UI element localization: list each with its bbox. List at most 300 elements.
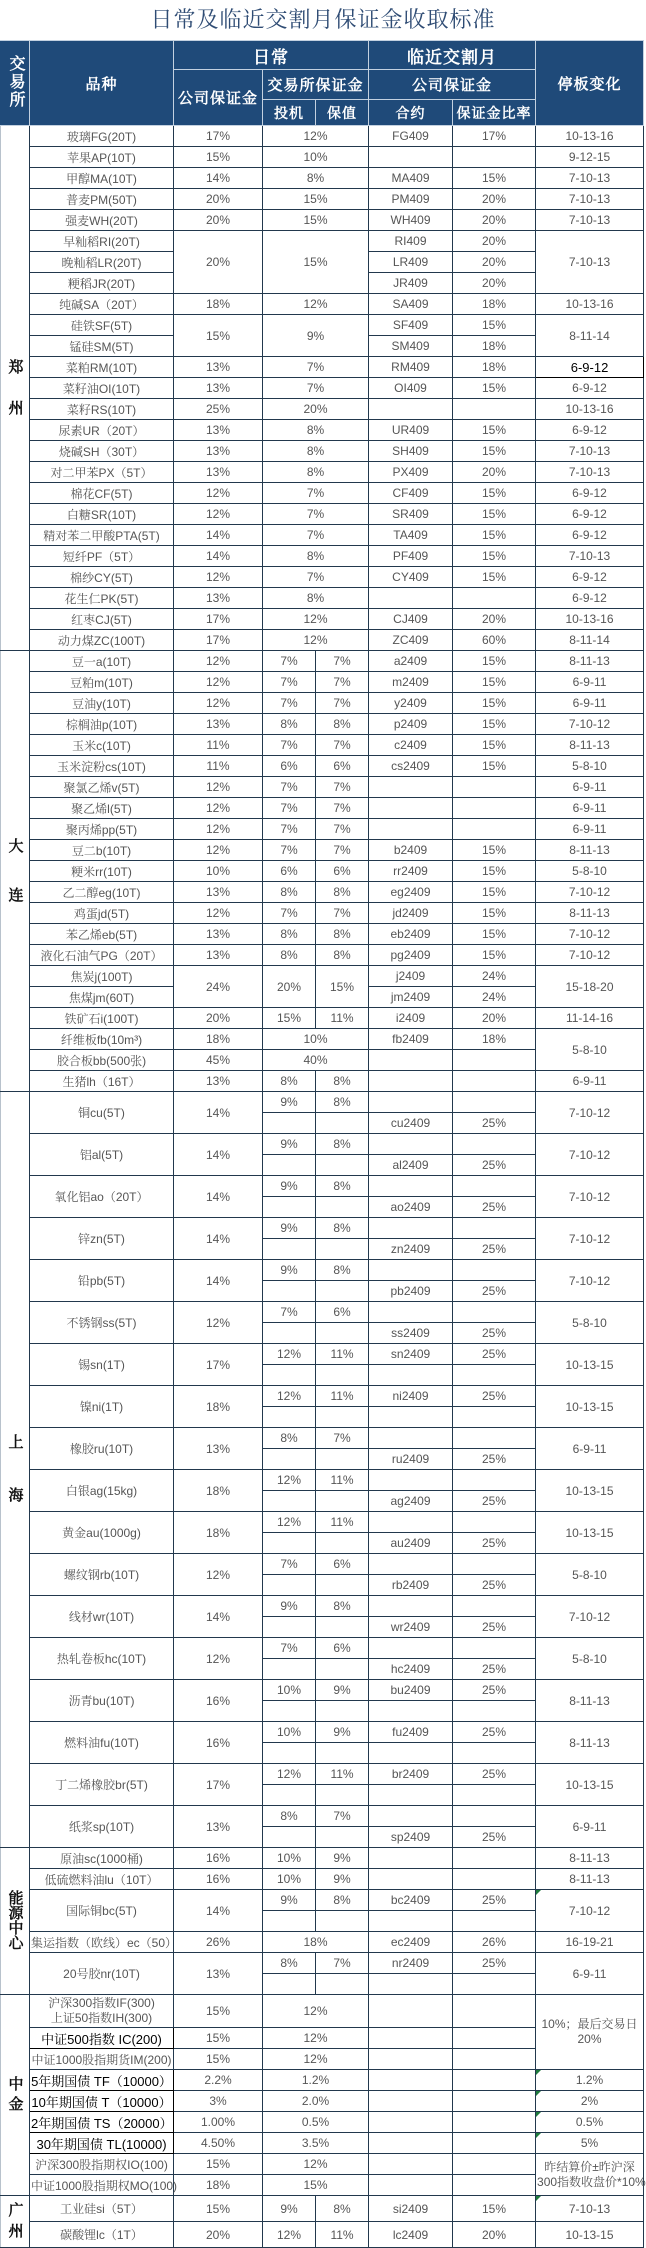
table-row: [1, 441, 644, 462]
contract-code-cell: [369, 1491, 453, 1512]
limit-change: 7-10-13: [568, 549, 611, 563]
hedge-margin-cell: [316, 1638, 369, 1659]
contract-code-cell: [369, 1323, 453, 1344]
variety-name-cell: [30, 1092, 174, 1134]
company-margin-cell: [174, 1470, 263, 1512]
speculative-margin-cell: [263, 819, 316, 840]
speculative-margin: 9%: [280, 1095, 298, 1109]
variety-name-cell: [30, 273, 174, 294]
hedge-margin-cell: [316, 1113, 369, 1134]
company-margin-cell: [174, 924, 263, 945]
variety-name-cell: [30, 462, 174, 483]
near-delivery-margin-ratio: 15%: [482, 675, 507, 689]
variety-name: 工业硅si（5T）: [60, 2202, 143, 2216]
limit-change-cell: [536, 168, 644, 189]
speculative-margin-cell: [263, 945, 316, 966]
near-delivery-margin-ratio: 25%: [482, 1452, 507, 1466]
variety-name-cell: [30, 903, 174, 924]
company-margin: 18%: [205, 1483, 231, 1498]
company-margin: 18%: [205, 297, 231, 311]
speculative-margin: 12%: [276, 1473, 302, 1487]
variety-name-cell: [30, 1218, 174, 1260]
contract-code-cell: [369, 1008, 453, 1029]
table-row: [1, 189, 644, 210]
variety-name-cell: [30, 399, 174, 420]
hedge-margin-cell: [316, 1827, 369, 1848]
company-margin: 15%: [205, 2157, 231, 2171]
limit-change-cell: [536, 1806, 644, 1848]
table-row: [1, 1092, 644, 1113]
near-delivery-margin-ratio: 15%: [482, 2201, 507, 2216]
limit-change: 6-9-12: [572, 570, 607, 584]
speculative-margin-cell: [263, 1239, 316, 1260]
table-row: [1, 2196, 644, 2222]
limit-change-cell: [536, 2133, 644, 2154]
near-delivery-margin-ratio-cell: [453, 1176, 536, 1197]
near-delivery-margin-ratio-cell: [453, 399, 536, 420]
company-margin: 12%: [205, 486, 231, 500]
limit-change: 5-8-10: [572, 1567, 607, 1582]
speculative-margin: 8%: [280, 1809, 298, 1823]
near-delivery-margin-ratio: 15%: [482, 486, 507, 500]
near-delivery-margin-ratio-cell: [453, 1260, 536, 1281]
header-near-company-margin: 公司保证金: [369, 70, 536, 100]
exchange-margin: 7%: [306, 360, 325, 374]
near-delivery-margin-ratio-cell: [453, 2028, 536, 2049]
speculative-margin-cell: [263, 1197, 316, 1218]
speculative-margin-cell: [263, 1344, 316, 1365]
company-margin-cell: [174, 567, 263, 588]
exchange-label-cell: [1, 1848, 30, 1995]
exchange-margin: 15%: [303, 213, 328, 227]
variety-name-cell: [30, 987, 174, 1008]
contract-code-cell: [369, 2112, 453, 2133]
table-row: [1, 1344, 644, 1365]
contract-code-cell: [369, 798, 453, 819]
variety-name-cell: [30, 756, 174, 777]
contract-code-cell: [369, 1050, 453, 1071]
company-margin-cell: [174, 147, 263, 168]
company-margin-cell: [174, 378, 263, 399]
near-delivery-margin-ratio-cell: [453, 1743, 536, 1764]
hedge-margin-cell: [316, 1617, 369, 1638]
hedge-margin-cell: [316, 1134, 369, 1155]
exchange-margin: 7%: [306, 507, 325, 521]
contract-code: ao2409: [390, 1200, 431, 1214]
exchange-label: 郑州: [6, 358, 24, 441]
variety-name-cell: [30, 546, 174, 567]
company-margin-cell: [174, 819, 263, 840]
contract-code-cell: [369, 1533, 453, 1554]
limit-change: 5%: [580, 2136, 599, 2150]
exchange-margin-cell: [263, 588, 369, 609]
exchange-margin: 8%: [306, 549, 325, 563]
near-delivery-margin-ratio-cell: [453, 756, 536, 777]
table-row: [1, 798, 644, 819]
limit-change: 10-13-15: [565, 1357, 614, 1372]
exchange-margin-cell: [263, 231, 369, 294]
speculative-margin-cell: [263, 735, 316, 756]
company-margin-cell: [174, 777, 263, 798]
limit-change-cell: [536, 630, 644, 651]
limit-change: 10-13-15: [565, 1777, 614, 1792]
contract-code: au2409: [390, 1536, 431, 1550]
hedge-margin-cell: [316, 672, 369, 693]
variety-name: 胶合板bb(500张): [56, 1053, 147, 1068]
near-delivery-margin-ratio: 15%: [482, 738, 507, 752]
variety-name-cell: [30, 1260, 174, 1302]
limit-change: 7-10-12: [568, 1609, 611, 1624]
table-row: [1, 567, 644, 588]
exchange-margin-cell: [263, 2154, 369, 2175]
exchange-margin: 0.5%: [301, 2115, 330, 2129]
company-margin-cell: [174, 672, 263, 693]
header-daily: 日常: [174, 41, 369, 70]
table-row: [1, 378, 644, 399]
hedge-margin-cell: [316, 903, 369, 924]
variety-name-cell: [30, 1680, 174, 1722]
hedge-margin-cell: [316, 1470, 369, 1491]
exchange-margin: 12%: [303, 633, 328, 647]
exchange-margin-cell: [263, 420, 369, 441]
company-margin-cell: [174, 420, 263, 441]
limit-change-cell: [536, 567, 644, 588]
hedge-margin-cell: [316, 819, 369, 840]
near-delivery-margin-ratio-cell: [453, 609, 536, 630]
speculative-margin-cell: [263, 1659, 316, 1680]
company-margin: 14%: [205, 1609, 231, 1624]
variety-name: 丁二烯橡胶br(5T): [55, 1778, 148, 1792]
variety-name: 豆二b(10T): [71, 843, 132, 858]
contract-code-cell: [369, 567, 453, 588]
limit-change: 6-9-12: [572, 381, 607, 395]
variety-name-cell: [30, 630, 174, 651]
contract-code-cell: [369, 1428, 453, 1449]
company-margin: 15%: [205, 2004, 231, 2018]
company-margin-cell: [174, 1953, 263, 1995]
near-delivery-margin-ratio: 15%: [482, 171, 507, 185]
near-delivery-margin-ratio-cell: [453, 1785, 536, 1806]
near-delivery-margin-ratio-cell: [453, 1239, 536, 1260]
contract-code-cell: [369, 315, 453, 336]
contract-code: j2409: [395, 969, 426, 983]
exchange-margin: 20%: [303, 402, 328, 416]
exchange-label-cell: [1, 126, 30, 651]
contract-code-cell: [369, 693, 453, 714]
limit-change-cell: [536, 483, 644, 504]
contract-code-cell: [369, 1113, 453, 1134]
variety-name-cell: [30, 1890, 174, 1932]
contract-code-cell: [369, 756, 453, 777]
variety-name: 铅pb(5T): [77, 1274, 126, 1288]
near-delivery-margin-ratio-cell: [453, 567, 536, 588]
variety-name: 玉米淀粉cs(10T): [57, 759, 146, 774]
near-delivery-margin-ratio: 20%: [482, 612, 507, 626]
company-margin-cell: [174, 1554, 263, 1596]
company-margin-cell: [174, 1260, 263, 1302]
company-margin: 14%: [205, 549, 231, 563]
table-row: [1, 147, 644, 168]
hedge-margin-cell: [316, 1071, 369, 1092]
limit-change-cell: [536, 777, 644, 798]
near-delivery-margin-ratio-cell: [453, 714, 536, 735]
near-delivery-margin-ratio-cell: [453, 840, 536, 861]
limit-change-cell: [536, 672, 644, 693]
contract-code-cell: [369, 1701, 453, 1722]
variety-name: 镍ni(1T): [79, 1400, 124, 1414]
variety-name: 中证1000股指期权MO(100): [31, 2178, 178, 2193]
contract-code: m2409: [392, 675, 429, 689]
limit-change-cell: [536, 2154, 644, 2196]
variety-name: 强麦WH(20T): [65, 213, 138, 228]
variety-name: 中证500指数 IC(200): [41, 2031, 162, 2047]
contract-code: jd2409: [392, 906, 429, 920]
contract-code: wr2409: [390, 1620, 431, 1634]
speculative-margin: 8%: [280, 927, 298, 941]
contract-code: MA409: [391, 171, 430, 185]
contract-code-cell: [369, 1806, 453, 1827]
contract-code: p2409: [393, 717, 428, 731]
hedge-margin-cell: [316, 1512, 369, 1533]
near-delivery-margin-ratio-cell: [453, 1869, 536, 1890]
near-delivery-margin-ratio: 15%: [482, 654, 507, 668]
contract-code-cell: [369, 525, 453, 546]
variety-name: 锡sn(1T): [78, 1358, 125, 1372]
limit-change-cell: [536, 1092, 644, 1134]
near-delivery-margin-ratio-cell: [453, 630, 536, 651]
variety-name: 沪深300股指期权IO(100): [35, 2157, 168, 2172]
company-margin: 20%: [205, 2227, 231, 2242]
limit-change-cell: [536, 147, 644, 168]
table-row: [1, 966, 644, 987]
company-margin: 18%: [205, 1032, 231, 1046]
exchange-label-cell: [1, 1092, 30, 1848]
table-row: [1, 1554, 644, 1575]
limit-change-cell: [536, 1218, 644, 1260]
exchange-margin-cell: [263, 168, 369, 189]
hedge-margin: 6%: [333, 1641, 351, 1655]
variety-name-cell: [30, 1932, 178, 1953]
limit-change-cell: [536, 294, 644, 315]
speculative-margin: 8%: [280, 1956, 298, 1970]
hedge-margin: 8%: [333, 1599, 351, 1613]
company-margin-cell: [174, 357, 263, 378]
near-delivery-margin-ratio-cell: [453, 966, 536, 987]
near-delivery-margin-ratio: 25%: [482, 1494, 507, 1508]
near-delivery-margin-ratio-cell: [453, 1092, 536, 1113]
company-margin: 15%: [205, 328, 231, 343]
speculative-margin: 9%: [280, 1137, 298, 1151]
limit-change: 6-9-12: [572, 591, 607, 605]
contract-code-cell: [369, 1869, 453, 1890]
contract-code-cell: [369, 2028, 453, 2049]
company-margin: 17%: [205, 1777, 231, 1792]
speculative-margin-cell: [263, 861, 316, 882]
exchange-margin: 1.2%: [301, 2073, 330, 2087]
limit-change: 10-13-15: [565, 2227, 614, 2242]
variety-name: 精对苯二甲酸PTA(5T): [43, 528, 160, 543]
speculative-margin-cell: [263, 1722, 316, 1743]
near-delivery-margin-ratio-cell: [453, 1512, 536, 1533]
variety-name: 红枣CJ(5T): [71, 612, 132, 627]
variety-name: 纸浆sp(10T): [68, 1820, 135, 1834]
variety-name: 菜粕RM(10T): [65, 360, 138, 375]
contract-code-cell: [369, 1239, 453, 1260]
company-margin: 13%: [205, 444, 231, 458]
speculative-margin-cell: [263, 1953, 316, 1974]
contract-code: SM409: [391, 339, 430, 353]
hedge-margin: 8%: [333, 1263, 351, 1277]
hedge-margin: 6%: [333, 759, 351, 773]
contract-code-cell: [369, 231, 453, 252]
variety-name-cell: [30, 609, 174, 630]
exchange-label-cell: [1, 1995, 30, 2196]
table-row: [1, 1302, 644, 1323]
contract-code-cell: [369, 651, 453, 672]
limit-change-cell: [536, 231, 644, 294]
company-margin: 15%: [205, 2201, 231, 2216]
speculative-margin-cell: [263, 924, 316, 945]
table-row: [1, 756, 644, 777]
limit-change: 6-9-12: [572, 528, 607, 542]
table-row: [1, 210, 644, 231]
near-delivery-margin-ratio-cell: [453, 903, 536, 924]
hedge-margin: 7%: [333, 675, 351, 689]
variety-name: 铜cu(5T): [78, 1106, 125, 1120]
contract-code: bc2409: [390, 1893, 431, 1907]
company-margin: 45%: [205, 1053, 231, 1067]
near-delivery-margin-ratio-cell: [453, 504, 536, 525]
near-delivery-margin-ratio-cell: [453, 462, 536, 483]
contract-code: jm2409: [390, 990, 431, 1004]
company-margin: 14%: [205, 1903, 231, 1918]
variety-name-cell: [30, 231, 174, 252]
header-speculative: 投机: [263, 100, 316, 126]
limit-change: 10-13-16: [565, 297, 614, 311]
near-delivery-margin-ratio: 20%: [482, 213, 507, 227]
hedge-margin-cell: [316, 1302, 369, 1323]
contract-code-cell: [369, 1617, 453, 1638]
speculative-margin: 8%: [280, 1431, 298, 1445]
near-delivery-margin-ratio: 20%: [482, 2227, 507, 2242]
hedge-margin: 11%: [330, 1011, 354, 1025]
table-row: [1, 1638, 644, 1659]
speculative-margin-cell: [263, 1155, 316, 1176]
comment-indicator-icon: [536, 1890, 541, 1895]
exchange-margin-cell: [263, 357, 369, 378]
variety-name-cell: [30, 588, 174, 609]
company-margin-cell: [174, 1218, 263, 1260]
speculative-margin-cell: [263, 1113, 316, 1134]
speculative-margin: 12%: [276, 1347, 302, 1361]
speculative-margin: 7%: [280, 906, 298, 920]
near-delivery-margin-ratio: 15%: [482, 717, 507, 731]
table-row: [1, 1008, 644, 1029]
contract-code-cell: [369, 735, 453, 756]
speculative-margin-cell: [263, 1512, 316, 1533]
near-delivery-margin-ratio-cell: [453, 777, 536, 798]
contract-code: TA409: [393, 528, 428, 542]
limit-change-cell: [536, 882, 644, 903]
variety-name-cell: [30, 315, 174, 336]
limit-change-cell: [536, 840, 644, 861]
contract-code-cell: [369, 420, 453, 441]
contract-code-cell: [369, 630, 453, 651]
variety-name: 不锈钢ss(5T): [66, 1316, 137, 1330]
speculative-margin: 8%: [280, 717, 298, 731]
company-margin-cell: [174, 2049, 263, 2070]
limit-change-cell: [536, 525, 644, 546]
variety-name-cell: [30, 357, 174, 378]
near-delivery-margin-ratio-cell: [453, 1218, 536, 1239]
variety-name-cell: [30, 861, 174, 882]
hedge-margin-cell: [316, 924, 369, 945]
limit-change: 10-13-15: [565, 1483, 614, 1498]
hedge-margin-cell: [316, 1890, 369, 1911]
speculative-margin-cell: [263, 1680, 316, 1701]
limit-change-cell: [536, 735, 644, 756]
contract-code: FG409: [392, 129, 429, 143]
variety-name: 螺纹钢rb(10T): [63, 1568, 140, 1582]
variety-name: 低硫燃料油lu（10T）: [44, 1872, 159, 1887]
exchange-margin-cell: [263, 189, 369, 210]
contract-code-cell: [369, 1281, 453, 1302]
speculative-margin-cell: [263, 1071, 316, 1092]
near-delivery-margin-ratio: 24%: [482, 969, 507, 983]
near-delivery-margin-ratio-cell: [453, 798, 536, 819]
variety-name: 聚丙烯pp(5T): [65, 822, 138, 837]
limit-change: 10-13-15: [565, 1399, 614, 1414]
company-margin: 17%: [205, 633, 231, 647]
variety-name: 棉纱CY(5T): [70, 570, 133, 585]
variety-name-cell: [30, 1344, 174, 1386]
company-margin: 17%: [205, 129, 231, 143]
company-margin-cell: [174, 525, 263, 546]
near-delivery-margin-ratio-cell: [453, 735, 536, 756]
table-row: [1, 2112, 644, 2133]
limit-change-cell: [536, 1932, 644, 1953]
hedge-margin: 7%: [333, 1431, 351, 1445]
company-margin: 2.2%: [204, 2073, 232, 2087]
company-margin-cell: [174, 231, 263, 294]
exchange-margin: 12%: [303, 297, 328, 311]
exchange-label: 能源中心: [6, 1889, 24, 1950]
comment-indicator-icon: [536, 2196, 541, 2201]
contract-code-cell: [369, 1596, 453, 1617]
hedge-margin: 7%: [333, 1956, 351, 1970]
limit-change-cell: [536, 924, 644, 945]
near-delivery-margin-ratio: 20%: [482, 465, 507, 479]
limit-change-cell: [536, 651, 644, 672]
contract-code: bu2409: [390, 1683, 431, 1697]
limit-change: 7-10-13: [568, 444, 611, 458]
near-delivery-margin-ratio-cell: [453, 2070, 536, 2091]
near-delivery-margin-ratio: 15%: [482, 948, 507, 962]
variety-name: 白银ag(15kg): [65, 1484, 138, 1498]
variety-name: 纤维板fb(10m³): [60, 1032, 143, 1047]
contract-code: cu2409: [390, 1116, 431, 1130]
company-margin-cell: [174, 1638, 263, 1680]
table-row: [1, 2070, 644, 2091]
company-margin-cell: [174, 714, 263, 735]
company-margin-cell: [174, 399, 263, 420]
company-margin: 17%: [205, 612, 231, 626]
exchange-margin: 8%: [306, 171, 325, 185]
contract-code-cell: [369, 840, 453, 861]
near-delivery-margin-ratio-cell: [453, 336, 536, 357]
variety-name-cell: [30, 1008, 174, 1029]
near-delivery-margin-ratio: 25%: [482, 1116, 507, 1130]
